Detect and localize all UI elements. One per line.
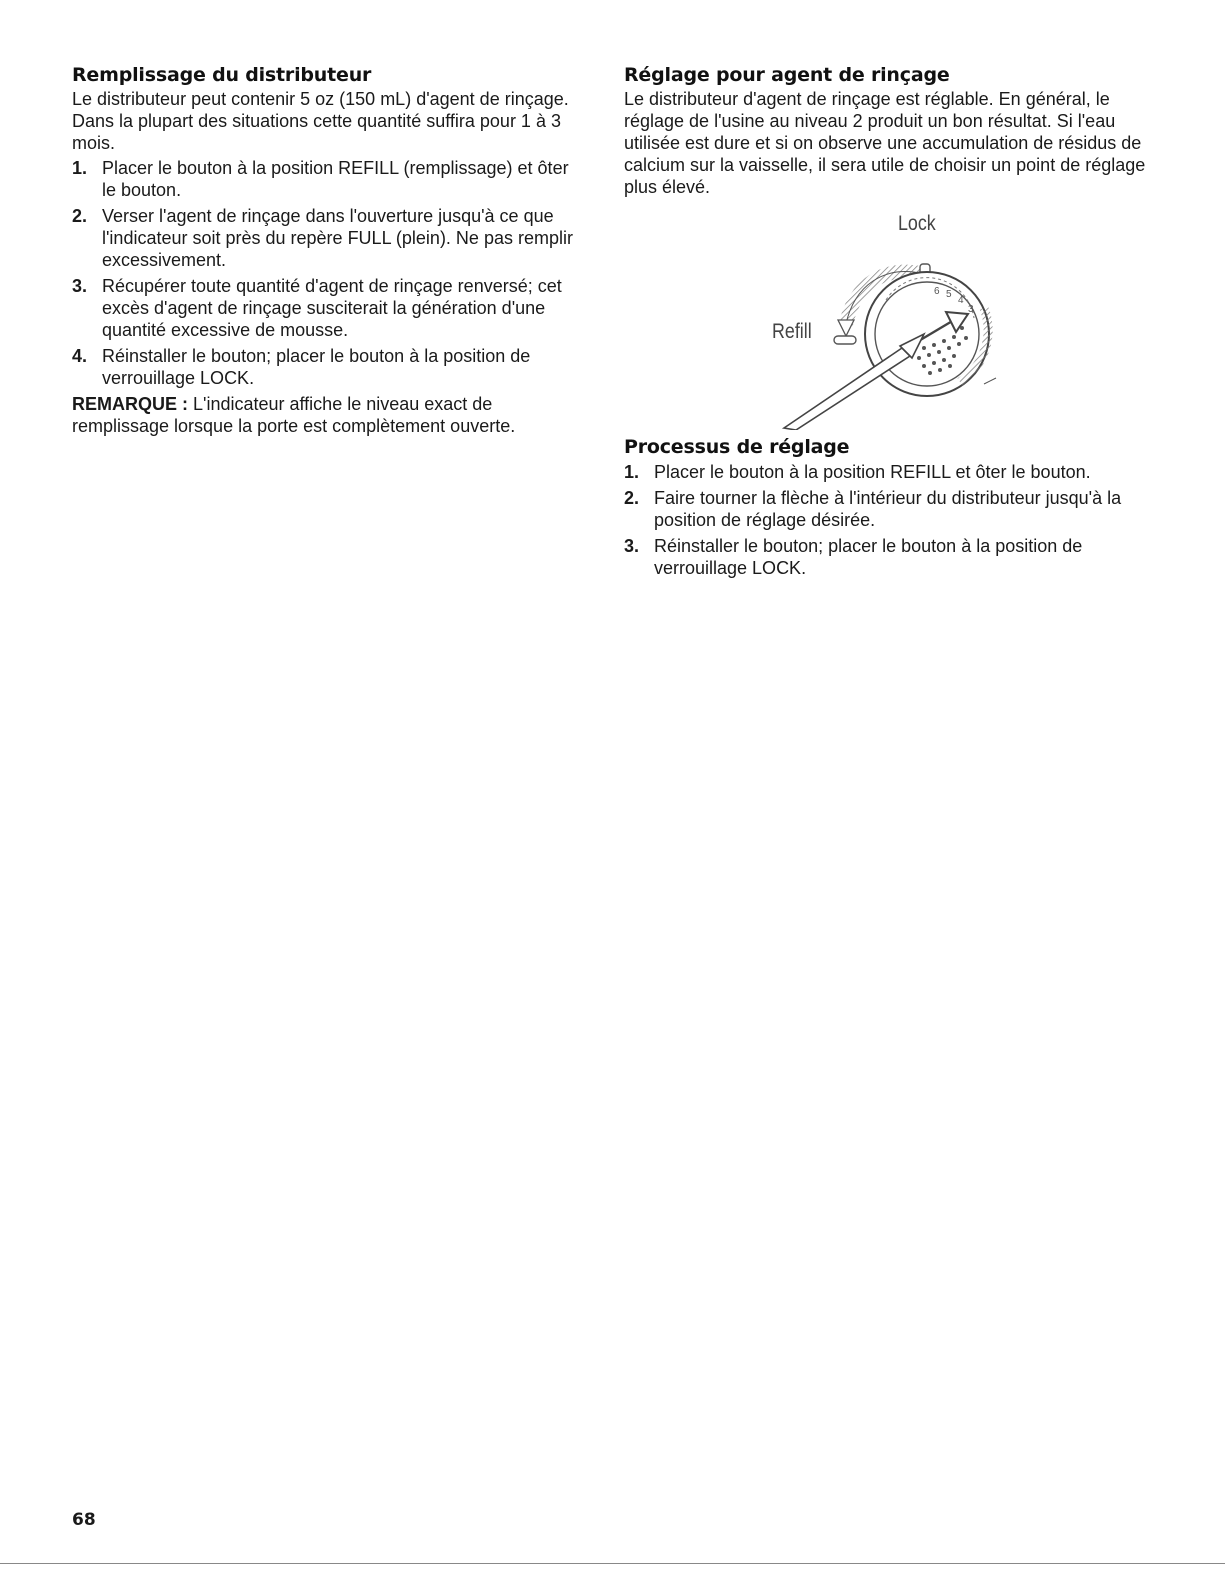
step-number: 1. <box>624 462 640 482</box>
dial-number: 3 <box>968 304 974 315</box>
section-title-refill: Remplissage du distributeur <box>72 64 372 86</box>
list-item <box>72 157 584 201</box>
note-label: REMARQUE : <box>72 394 188 414</box>
dial-number: 6 <box>934 286 940 297</box>
bottom-rule <box>0 1563 1225 1564</box>
adjust-steps <box>624 461 1149 579</box>
step-text: Placer le bouton à la position REFILL (remplissage) et ôter le bouton. <box>102 158 569 200</box>
list-item <box>624 461 1149 483</box>
step-number: 1. <box>72 158 88 178</box>
list-item <box>72 205 584 271</box>
arrow-tip <box>838 320 854 336</box>
note <box>72 393 584 437</box>
dial-number: 4 <box>958 295 964 306</box>
refill-steps <box>72 157 584 389</box>
step-number: 3. <box>72 276 88 296</box>
list-item <box>72 275 584 341</box>
step-text: Réinstaller le bouton; placer le bouton à la position de verrouillage LOCK. <box>102 346 531 388</box>
step-text: Placer le bouton à la position REFILL et ôter le bouton. <box>654 462 1091 482</box>
section-title-adjust: Réglage pour agent de rinçage <box>624 64 950 86</box>
step-number: 3. <box>624 536 640 556</box>
lock-label: Lock <box>898 212 936 235</box>
refill-label: Refill <box>772 320 812 343</box>
dial-number: 5 <box>946 289 952 300</box>
page-number: 68 <box>72 1510 96 1530</box>
step-text: Faire tourner la flèche à l'intérieur du distributeur jusqu'à la position de réglage désirée. <box>654 488 1122 530</box>
list-item <box>624 535 1149 579</box>
dispenser-dial-figure <box>624 208 1149 430</box>
section-title-process: Processus de réglage <box>624 436 850 458</box>
step-number: 2. <box>72 206 88 226</box>
step-text: Récupérer toute quantité d'agent de rinçage renversé; cet excès d'agent de rinçage susciterait la génération d'une quantité excessive de mousse. <box>102 276 562 340</box>
step-text: Verser l'agent de rinçage dans l'ouverture jusqu'à ce que l'indicateur soit près du repère FULL (plein). Ne pas remplir excessivement. <box>102 206 573 270</box>
step-number: 4. <box>72 346 88 366</box>
note-text: L'indicateur affiche le niveau exact de remplissage lorsque la porte est complètement ouverte. <box>72 394 516 436</box>
list-item <box>624 487 1149 531</box>
step-number: 2. <box>624 488 640 508</box>
left-column <box>72 64 584 437</box>
refill-tab <box>834 336 856 344</box>
adjust-intro: Le distributeur d'agent de rinçage est réglable. En général, le réglage de l'usine au niveau 2 produit un bon résultat. Si l'eau utilisée est dure et si on observe une accumulation de résidus de calcium sur la vaisselle, il sera utile de choisir un point de réglage plus élevé. <box>624 89 1146 197</box>
dial-illustration <box>624 208 1149 430</box>
right-column <box>624 64 1149 583</box>
refill-intro: Le distributeur peut contenir 5 oz (150 mL) d'agent de rinçage. Dans la plupart des situations cette quantité suffira pour 1 à 3 mois. <box>72 89 569 153</box>
screwdriver <box>784 348 910 430</box>
list-item <box>72 345 584 389</box>
step-text: Réinstaller le bouton; placer le bouton à la position de verrouillage LOCK. <box>654 536 1083 578</box>
